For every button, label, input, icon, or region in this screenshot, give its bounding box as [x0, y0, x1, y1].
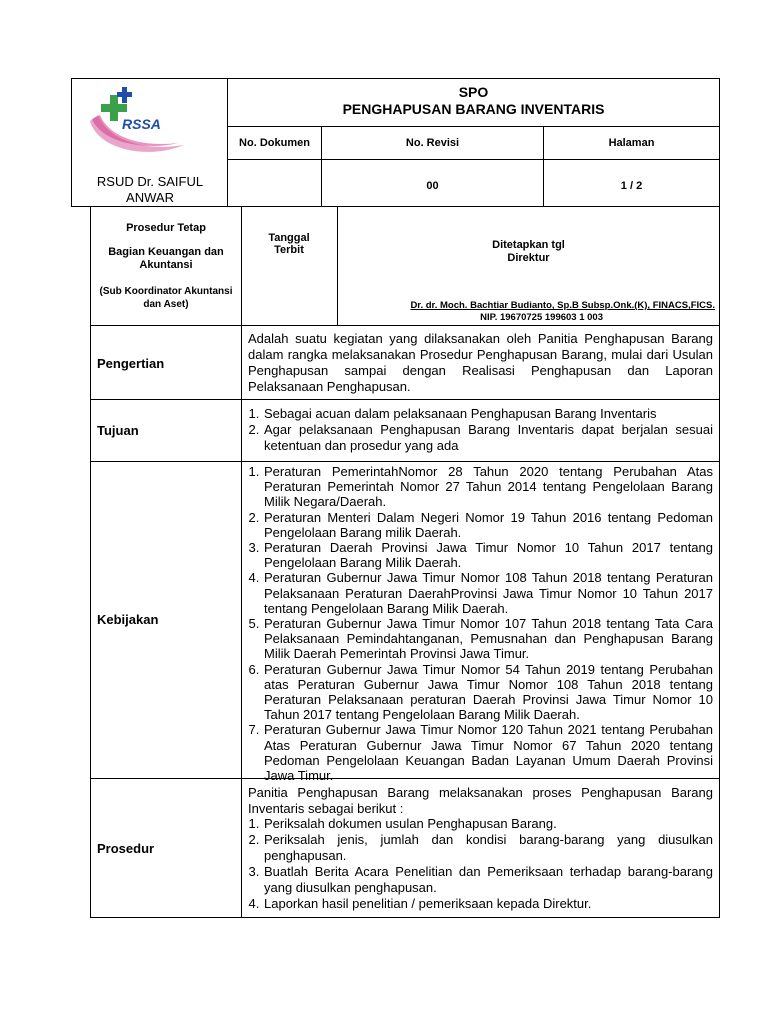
- tujuan-item: 2. Agar pelaksanaan Penghapusan Barang Inventaris dapat berjalan sesuai ketentuan dan prosedur yang ada: [263, 422, 713, 454]
- doc-title: PENGHAPUSAN BARANG INVENTARIS: [342, 101, 605, 117]
- prosedur-item: 3. Buatlah Berita Acara Penelitian dan Pemeriksaan terhadap barang-barang yang diusulkan penghapusan.: [263, 864, 713, 896]
- tanggal-terbit-label: Tanggal Terbit: [268, 232, 310, 256]
- kebijakan-list-wrap: [242, 464, 713, 783]
- value-no-revisi: 00: [426, 180, 439, 192]
- signer-name: Dr. dr. Moch. Bachtiar Budianto, Sp.B Subsp.Onk.(K), FINACS,FICS.: [410, 300, 715, 311]
- kebijakan-item: 6. Peraturan Gubernur Jawa Timur Nomor 54 Tahun 2019 tentang Perubahan atas Peraturan Gubernur Jawa Timur Nomor 108 Tahun 2018 tentang Peraturan Pelaksanaan peraturan Daerah Provinsi Jawa Timur Nomor 10 Tahun 2017 tentang Pengelolaan Barang Milik Daerah.: [263, 662, 713, 723]
- kebijakan-list: [242, 464, 713, 783]
- label-halaman: Halaman: [608, 137, 655, 149]
- pengertian-text: Adalah suatu kegiatan yang dilaksanakan oleh Panitia Penghapusan Barang dalam rangka melaksanakan Prosedur Penghapusan Barang, mulai dari Usulan Penghapusan sampai dengan Realisasi Penghapusan dan Laporan Pelaksanaan Penghapusan.: [248, 331, 713, 394]
- doc-type: SPO: [458, 84, 489, 100]
- bagian-label: Bagian Keuangan dan Akuntansi: [108, 246, 224, 271]
- prosedur-tetap-label: Prosedur Tetap: [126, 222, 206, 234]
- kebijakan-item: 3. Peraturan Daerah Provinsi Jawa Timur Nomor 10 Tahun 2017 tentang Pengelolaan Barang Milik Daerah.: [263, 540, 713, 570]
- rssa-logo: [88, 85, 188, 160]
- kebijakan-item: 2. Peraturan Menteri Dalam Negeri Nomor 19 Tahun 2016 tentang Pedoman Pengelolaan Barang milik Daerah.: [263, 510, 713, 540]
- logo-text: RSSA: [122, 116, 161, 132]
- label-no-revisi: No. Revisi: [405, 137, 460, 149]
- kebijakan-item: 1. Peraturan PemerintahNomor 28 Tahun 2020 tentang Perubahan Atas Peraturan Pemerintah Nomor 27 Tahun 2014 tentang Pengelolaan Barang Milik Negara/Daerah.: [263, 464, 713, 510]
- kebijakan-label: Kebijakan: [97, 612, 159, 627]
- label-no-dokumen: No. Dokumen: [239, 137, 310, 149]
- prosedur-label: Prosedur: [97, 841, 155, 856]
- kebijakan-item: 5. Peraturan Gubernur Jawa Timur Nomor 107 Tahun 2018 tentang Tata Cara Pelaksanaan Pemindahtanganan, Pemusnahan dan Penghapusan Barang Milik Daerah Pemerintah Provinsi Jawa Timur.: [263, 616, 713, 662]
- signer-nip: NIP. 19670725 199603 1 003: [480, 312, 603, 323]
- prosedur-item: 1. Periksalah dokumen usulan Penghapusan Barang.: [263, 816, 713, 832]
- ditetapkan-label: Ditetapkan tgl: [492, 239, 565, 251]
- pengertian-label: Pengertian: [97, 356, 165, 371]
- prosedur-list-wrap: [242, 816, 713, 912]
- kebijakan-item: 7. Peraturan Gubernur Jawa Timur Nomor 120 Tahun 2021 tentang Perubahan Atas Peraturan Gubernur Jawa Timur Nomor 67 Tahun 2020 tentang Pedoman Pengelolaan Keuangan Badan Layanan Umum Daerah Provinsi Jawa Timur.: [263, 722, 713, 783]
- prosedur-list: [242, 816, 713, 912]
- hospital-name: RSUD Dr. SAIFUL ANWAR: [96, 174, 204, 205]
- kebijakan-item: 4. Peraturan Gubernur Jawa Timur Nomor 108 Tahun 2018 tentang Peraturan Pelaksanaan Peraturan DaerahProvinsi Jawa Timur Nomor 10 Tahun 2017 tentang Pengelolaan Barang Milik Daerah.: [263, 570, 713, 616]
- tujuan-list: [242, 406, 713, 454]
- tujuan-label: Tujuan: [97, 423, 139, 438]
- tujuan-list-wrap: [242, 406, 713, 454]
- prosedur-item: 2. Periksalah jenis, jumlah dan kondisi barang-barang yang diusulkan penghapusan.: [263, 832, 713, 864]
- prosedur-intro: Panitia Penghapusan Barang melaksanakan proses Penghapusan Barang Inventaris sebagai berikut :: [248, 785, 713, 816]
- prosedur-item: 4. Laporkan hasil penelitian / pemeriksaan kepada Direktur.: [263, 896, 713, 912]
- direktur-label: Direktur: [507, 252, 550, 264]
- tujuan-item: 1. Sebagai acuan dalam pelaksanaan Penghapusan Barang Inventaris: [263, 406, 713, 422]
- sub-koordinator-label: (Sub Koordinator Akuntansi dan Aset): [99, 286, 233, 310]
- value-halaman: 1 / 2: [620, 180, 643, 192]
